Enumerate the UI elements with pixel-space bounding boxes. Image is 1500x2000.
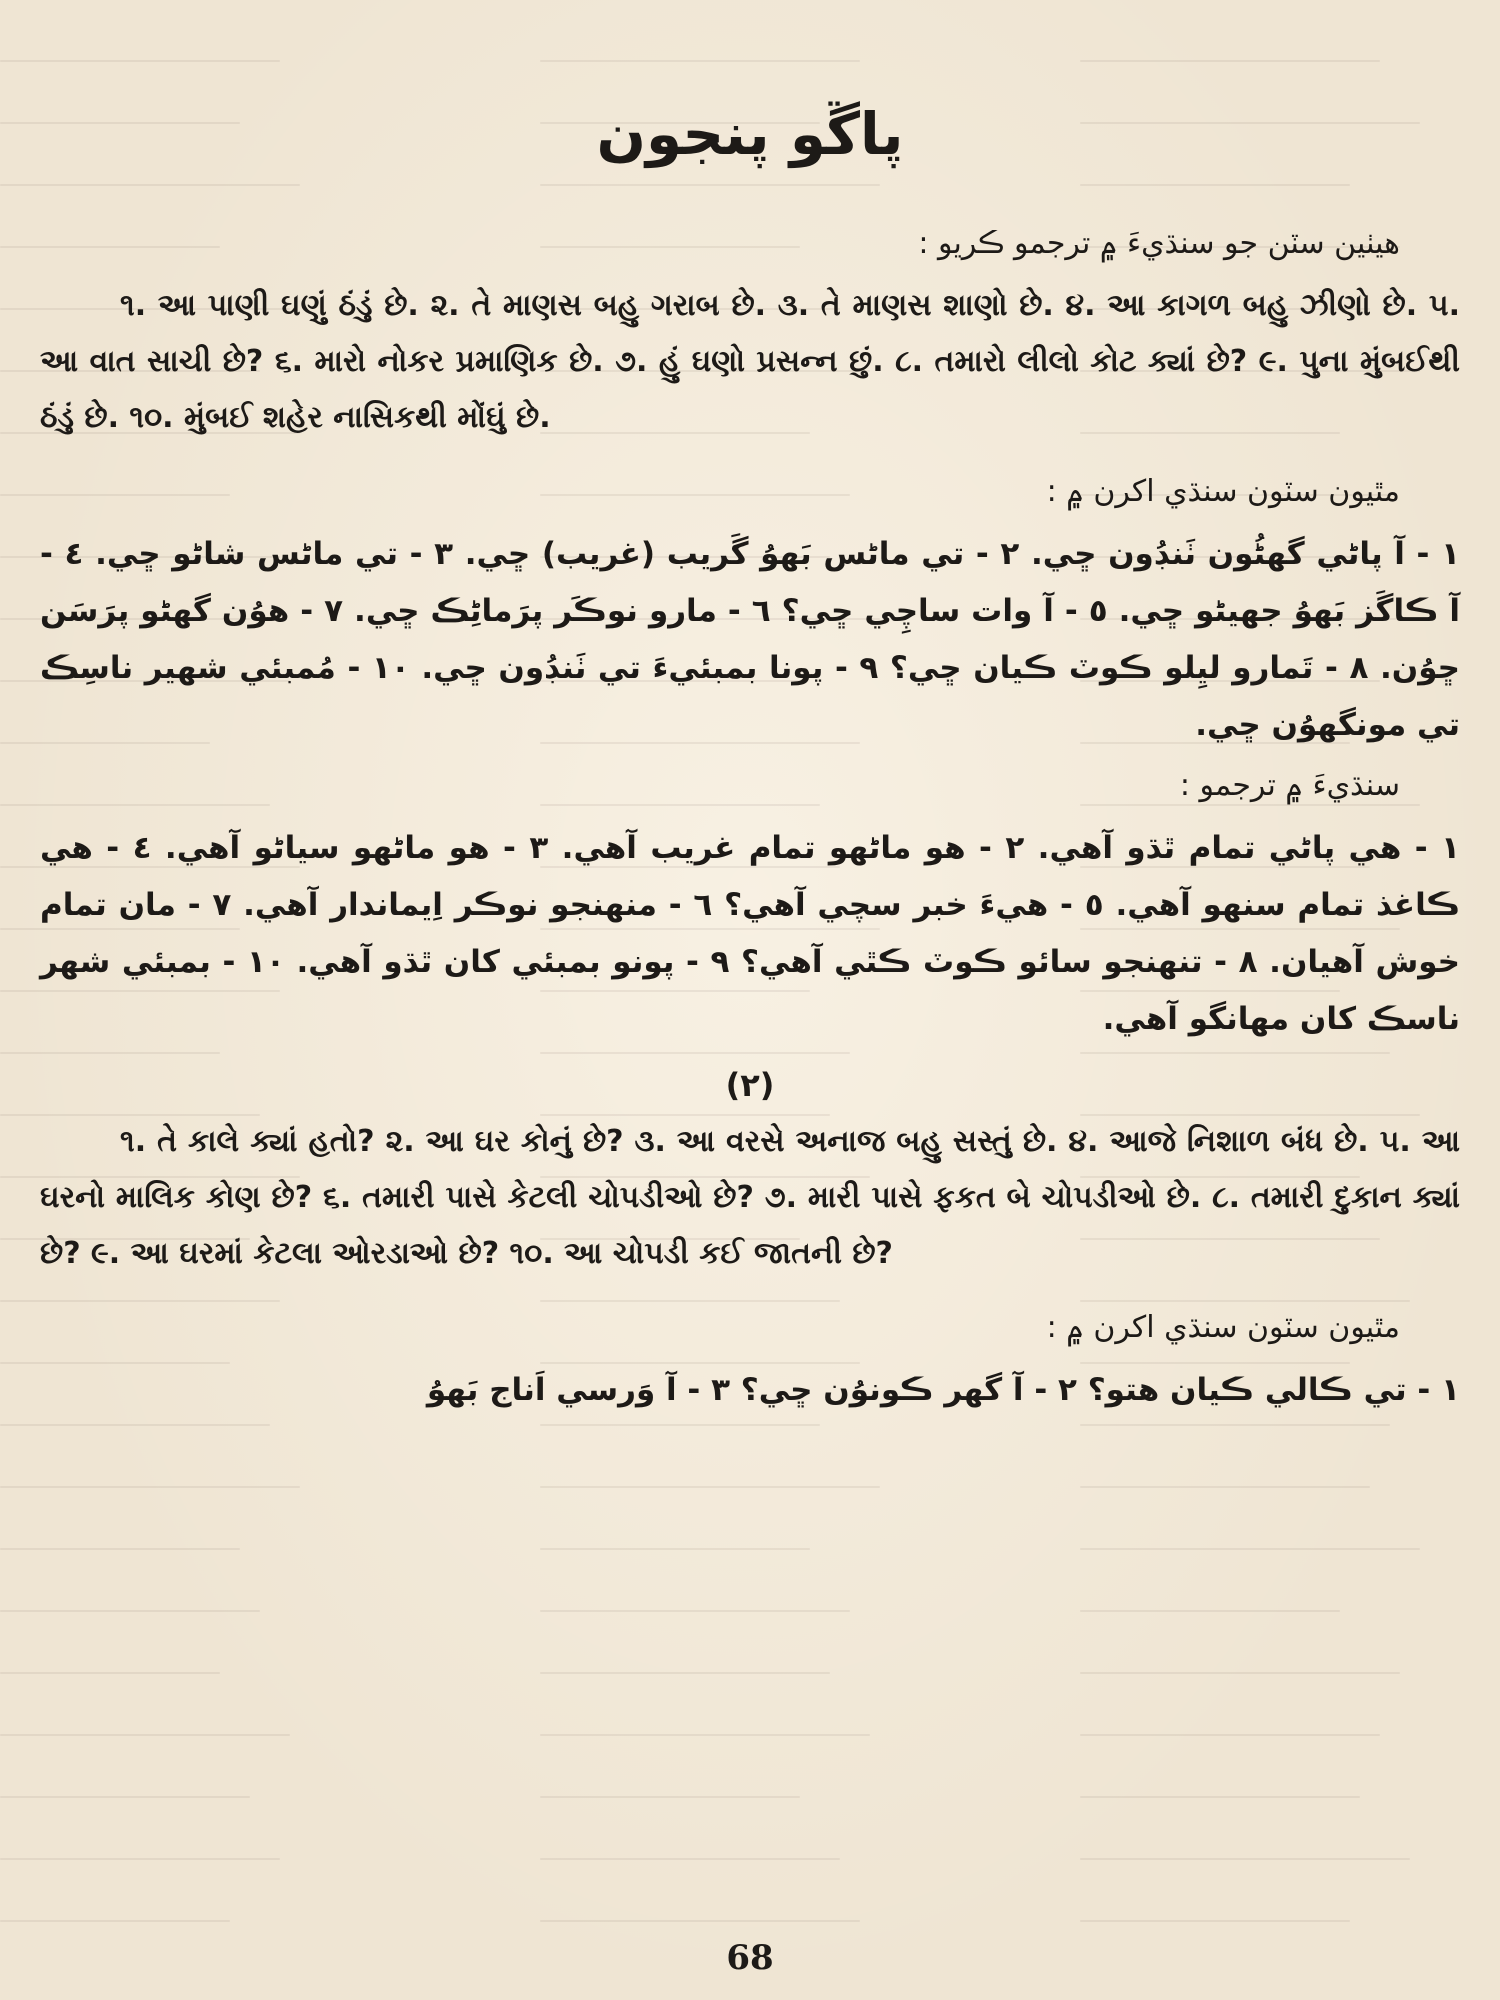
section-number: (٢) bbox=[725, 1066, 775, 1104]
gujarati-exercise-1: ૧. આ પાણી ઘણું ઠંડું છે. ૨. તે માણસ બહુ ગરાબ છે. ૩. તે માણસ શાણો છે. ૪. આ કાગળ બહુ ઝીણો છે. ૫. આ વાત સાચી છે? ૬. મારો નોકર પ્રમાણિક છે. ૭. હું ઘણો પ્રસન્ન છું. ૮. તમારો લીલો કોટ ક્યાં છે? ૯. પુના મુંબઈથી ઠંડું છે. ૧૦. મુંબઈ શહેર નાસિકથી મોંઘું છે. bbox=[40, 288, 1460, 435]
instruction-sindhi-script-1: مٿيون سٽون سنڌي اکرن ۾ : bbox=[1046, 474, 1400, 509]
sindhi-transliteration-2: ١ - تي ڪالي ڪيان هتو؟ ٢ - آ گھر ڪونوُن ڇي؟ ٣ - آ وَرسي اَناج بَھوُ bbox=[426, 1372, 1460, 1408]
gujarati-exercise-2: ૧. તે કાલે ક્યાં હતો? ૨. આ ઘર કોનું છે? ૩. આ વરસે અનાજ બહુ સસ્તું છે. ૪. આજે નિશાળ બંધ છે. ૫. આ ઘરનો માલિક કોણ છે? ૬. તમારી પાસે કેટલી ચોપડીઓ છે? ૭. મારી પાસે ફકત બે ચોપડીઓ છે. ૮. તમારી દુકાન ક્યાં છે? ૯. આ ઘરમાં કેટલા ઓરડાઓ છે? ૧૦. આ ચોપડી કઈ જાતની છે? bbox=[40, 1124, 1460, 1271]
instruction-sindhi-script-2: مٿيون سٽون سنڌي اکرن ۾ : bbox=[1046, 1310, 1400, 1345]
lesson-title: پاڱو پنجون bbox=[596, 100, 904, 168]
instruction-translate: هيٺين سٽن جو سنڌيءَ ۾ ترجمو ڪريو : bbox=[918, 226, 1400, 261]
sindhi-translation-1: ١ - هي پاڻي تمام ٿڌو آهي. ٢ - هو ماڻهو تمام غريب آهي. ٣ - هو ماڻهو سياڻو آهي. ٤ - هي ڪاغذ تمام سنهو آهي. ٥ - هيءَ خبر سچي آهي؟ ٦ - منهنجو نوڪر اِيماندار آهي. ٧ - مان تمام خوش آهيان. ٨ - تنهنجو سائو ڪوٽ ڪٿي آهي؟ ٩ - پونو بمبئي کان ٿڌو آهي. ١٠ - بمبئي شهر ناسڪ کان مهانگو آهي. bbox=[40, 830, 1461, 1037]
page-number: 68 bbox=[726, 1938, 774, 1978]
page-content bbox=[40, 100, 1460, 1425]
instruction-sindhi-translation: سنڌيءَ ۾ ترجمو : bbox=[1179, 768, 1400, 803]
sindhi-transliteration-1: ١ - آ پاڻي گھڻُون ٺَنڊُون ڇي. ٢ - تي ماڻس بَھوُ گَريب (غريب) ڇي. ٣ - تي ماڻس شاڻو ڇي. ٤ - آ ڪاگَز بَھوُ جھيڻو ڇي. ٥ - آ وات ساچِي ڇي؟ ٦ - مارو نوڪَر پرَماڻِڪ ڇي. ٧ - ھوُن گھڻو پرَسَن ڇوُن. ٨ - تَمارو ليِلو ڪوٽ ڪيان ڇي؟ ٩ - پونا بمبئيءَ تي ٺَنڊُون ڇي. ١٠ - مُمبئي شھير ناسِڪ تي مونگھوُن ڇي. bbox=[40, 536, 1461, 743]
